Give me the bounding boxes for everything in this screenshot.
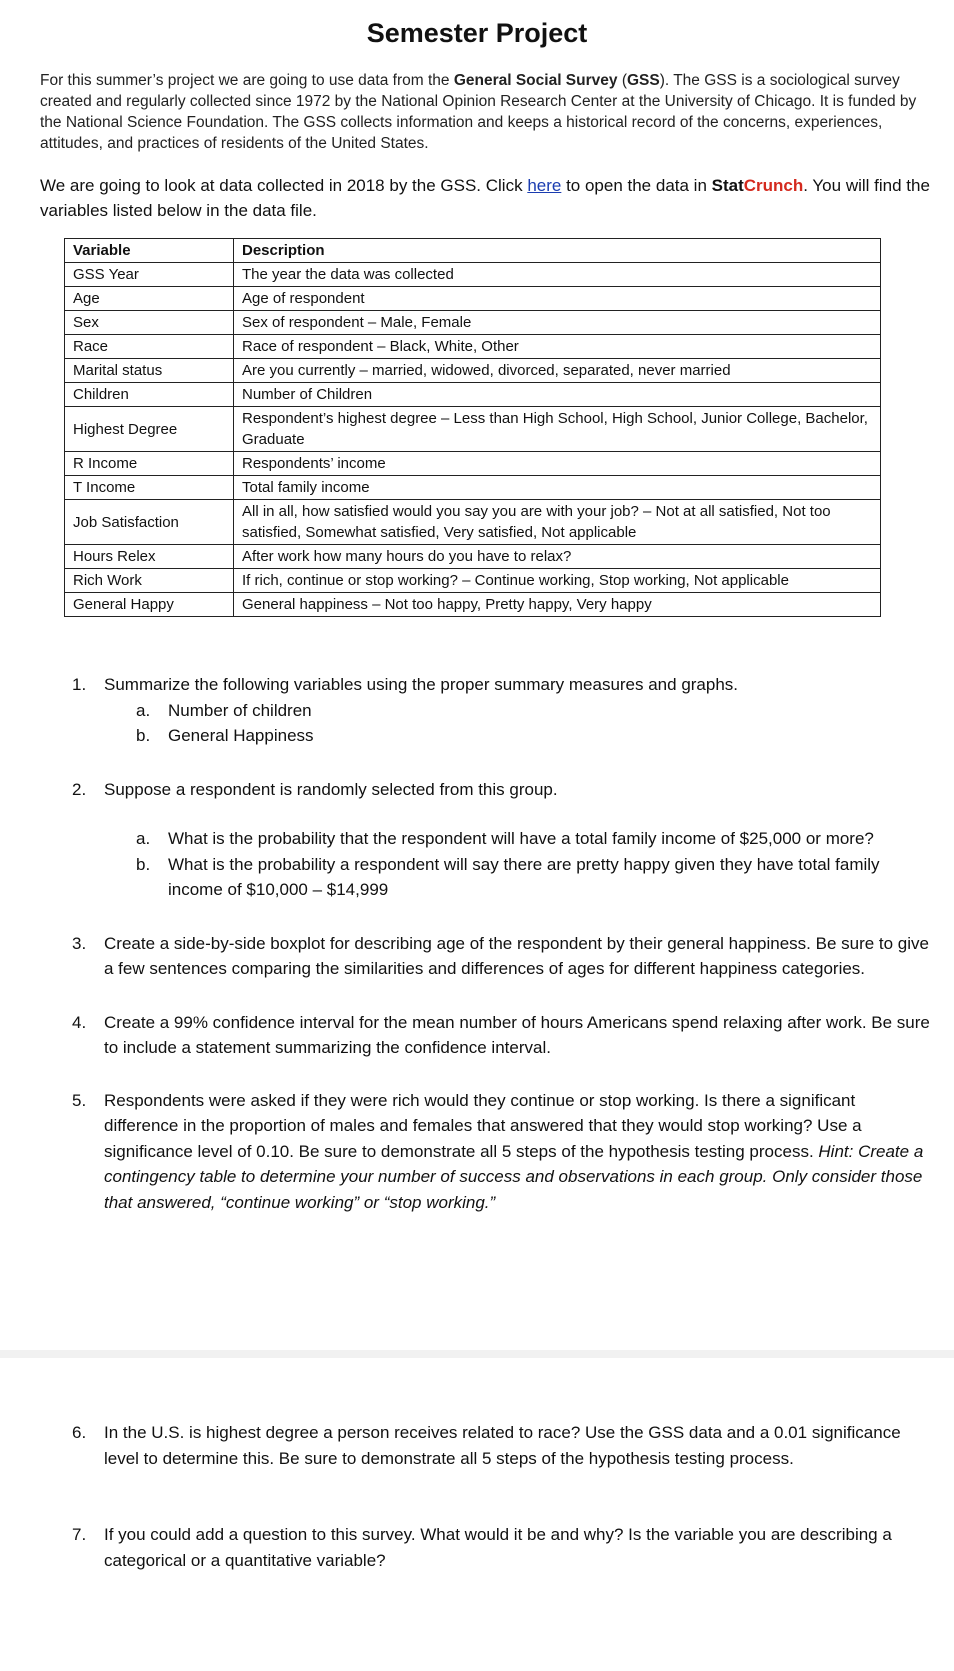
table-row: [65, 545, 881, 569]
question-text: Create a 99% confidence interval for the mean number of hours Americans spend relaxing after work. Be sure to include a statement summarizing the confidence interval.: [104, 1012, 930, 1057]
description-cell: Respondent’s highest degree – Less than High School, High School, Junior College, Bachelor, Graduate: [234, 407, 881, 452]
description-cell: Total family income: [234, 476, 881, 500]
question-4: [72, 1010, 932, 1061]
sub-question: [136, 826, 932, 852]
page-break: [0, 1350, 954, 1358]
question-text: Suppose a respondent is randomly selected from this group.: [104, 779, 558, 799]
table-row: [65, 359, 881, 383]
question-text: Summarize the following variables using the proper summary measures and graphs.: [104, 675, 739, 694]
description-cell: General happiness – Not too happy, Pretty happy, Very happy: [234, 593, 881, 617]
variable-cell: General Happy: [65, 593, 234, 617]
question-number: 6.: [72, 1423, 87, 1442]
question-list: [72, 672, 932, 1215]
page-2: [0, 1358, 954, 1671]
description-cell: All in all, how satisfied would you say you are with your job? – Not at all satisfied, Not too satisfied, Somewhat satisfied, Very satisfied, Not applicable: [234, 500, 881, 545]
description-cell: Age of respondent: [234, 287, 881, 311]
gss-name: General Social Survey: [453, 72, 618, 89]
data-instructions: [40, 173, 930, 223]
variable-cell: Race: [65, 335, 234, 359]
question-text: In the U.S. is highest degree a person receives related to race? Use the GSS data and a 0.01 significance level to determine this. Be sure to demonstrate all 5 steps of the hypothesis testing process.: [104, 1423, 901, 1468]
sub-question-text: General Happiness: [168, 726, 314, 745]
variable-cell: Rich Work: [65, 569, 234, 593]
variable-cell: Children: [65, 383, 234, 407]
sub-question-label: b.: [136, 854, 151, 874]
intro-paragraph: [40, 70, 920, 154]
question-6: [72, 1420, 932, 1471]
page-title: Semester Project: [366, 18, 588, 48]
question-5: [72, 1088, 932, 1216]
instructions-text: . You will find the variables listed below in the data file.: [40, 176, 930, 220]
variable-cell: R Income: [65, 452, 234, 476]
sub-question: [136, 852, 932, 903]
sub-question-list: [104, 826, 932, 903]
sub-question-list: [104, 698, 932, 749]
question-1: [72, 672, 932, 749]
instructions-text: We are going to look at data collected in 2018 by the GSS. Click: [40, 176, 528, 195]
question-number: 3.: [72, 933, 87, 953]
variable-cell: T Income: [65, 476, 234, 500]
question-3: [72, 931, 932, 982]
sub-question-text: Number of children: [168, 700, 312, 720]
statcrunch-logo-crunch: Crunch: [743, 176, 804, 195]
description-cell: Respondents’ income: [234, 452, 881, 476]
description-cell: The year the data was collected: [234, 263, 881, 287]
table-row: [65, 335, 881, 359]
question-text: Respondents were asked if they were rich would they continue or stop working. Is there a significant difference in the proportion of males and females that answered that they would stop working? Use a significance level of 0.10. Be sure to demonstrate all 5 steps of the hypothesis testing process.: [104, 1090, 862, 1161]
table-row: [65, 569, 881, 593]
table-row: [65, 476, 881, 500]
variable-cell: Marital status: [65, 359, 234, 383]
sub-question-label: a.: [136, 700, 151, 720]
variables-table: [64, 238, 881, 617]
description-cell: Number of Children: [234, 383, 881, 407]
intro-text: For this summer’s project we are going to use data from the: [40, 72, 454, 89]
description-cell: Race of respondent – Black, White, Other: [234, 335, 881, 359]
description-cell: If rich, continue or stop working? – Continue working, Stop working, Not applicable: [234, 569, 881, 593]
variable-cell: Sex: [65, 311, 234, 335]
question-number: 4.: [72, 1012, 87, 1032]
question-2: [72, 777, 932, 903]
question-number: 5.: [72, 1090, 87, 1110]
question-hint: Hint: Create a contingency table to determine your number of success and observations in each group. Only consider those that answered, “continue working” or “stop working.”: [104, 1141, 924, 1212]
sub-question-label: a.: [136, 829, 151, 848]
table-row: [65, 407, 881, 452]
sub-question: [136, 698, 932, 724]
data-link[interactable]: here: [527, 176, 562, 195]
variable-cell: Hours Relex: [65, 545, 234, 569]
intro-text: ). The GSS is a sociological survey created and regularly collected since 1972 by the National Opinion Research Center at the University of Chicago. It is funded by the National Science Foundation. The GSS collects information and keeps a historical record of the concerns, experiences, attitudes, and practices of residents of the United States.: [40, 72, 917, 152]
question-number: 7.: [72, 1525, 87, 1544]
table-row: [65, 287, 881, 311]
question-number: 1.: [72, 675, 87, 694]
column-header-variable: Variable: [65, 239, 234, 263]
description-cell: Are you currently – married, widowed, divorced, separated, never married: [234, 359, 881, 383]
question-number: 2.: [72, 779, 87, 799]
sub-question-label: b.: [136, 726, 151, 745]
table-row: [65, 263, 881, 287]
table-row: [65, 452, 881, 476]
column-header-description: Description: [234, 239, 881, 263]
variable-cell: Job Satisfaction: [65, 500, 234, 545]
variable-cell: GSS Year: [65, 263, 234, 287]
question-text: If you could add a question to this survey. What would it be and why? Is the variable you are describing a categorical or a quantitative variable?: [104, 1525, 892, 1570]
description-cell: After work how many hours do you have to relax?: [234, 545, 881, 569]
sub-question: [136, 723, 932, 749]
gss-abbr: GSS: [626, 72, 660, 89]
question-list-continued: [72, 1420, 932, 1573]
table-row: [65, 383, 881, 407]
table-row: [65, 311, 881, 335]
statcrunch-logo-stat: Stat: [711, 176, 744, 195]
table-row: [65, 593, 881, 617]
intro-text: (: [617, 72, 627, 89]
table-row: [65, 500, 881, 545]
table-header-row: [65, 239, 881, 263]
variable-cell: Highest Degree: [65, 407, 234, 452]
instructions-text: to open the data in: [561, 176, 712, 195]
variable-cell: Age: [65, 287, 234, 311]
sub-question-text: What is the probability a respondent will say there are pretty happy given they have total family income of $10,000 – $14,999: [168, 854, 880, 899]
question-text: Create a side-by-side boxplot for describing age of the respondent by their general happiness. Be sure to give a few sentences comparing the similarities and differences of ages for different happiness categories.: [104, 933, 929, 978]
question-7: [72, 1522, 932, 1573]
description-cell: Sex of respondent – Male, Female: [234, 311, 881, 335]
sub-question-text: What is the probability that the respondent will have a total family income of $25,000 or more?: [168, 829, 874, 848]
